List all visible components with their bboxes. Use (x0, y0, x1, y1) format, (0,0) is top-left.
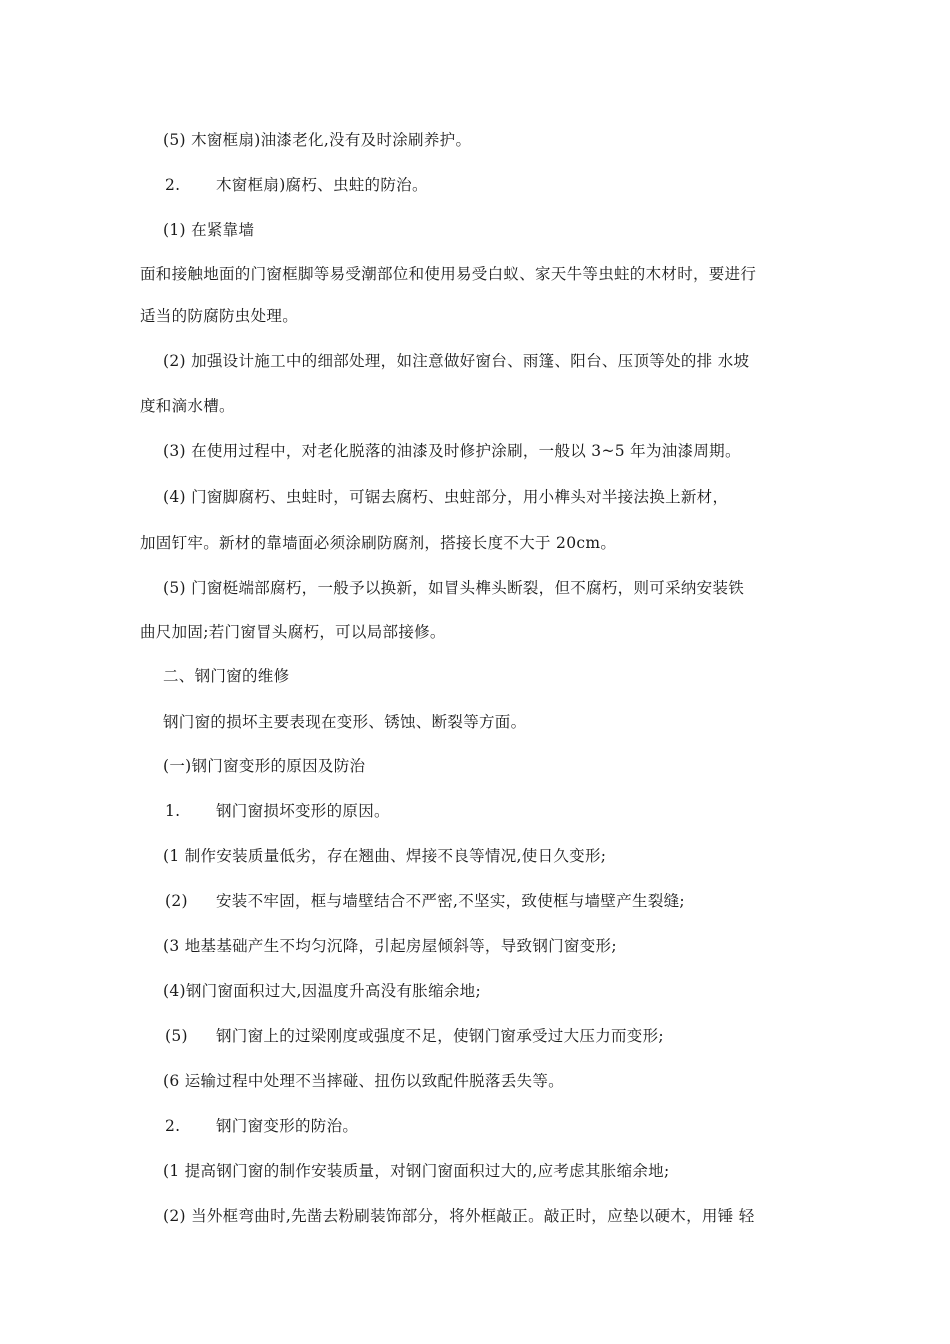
section-heading: 钢门窗变形的防治。 (216, 1117, 359, 1135)
list-item: (2) 当外框弯曲时,先凿去粉刷装饰部分，将外框敲正。敲正时，应垫以硬木，用锤 轻 (163, 1207, 755, 1225)
list-number: 2. (165, 1117, 181, 1135)
list-number: 1. (165, 802, 181, 820)
paragraph-line: (2) 加强设计施工中的细部处理，如注意做好窗台、雨篷、阳台、压顶等处的排 水坡 (163, 352, 750, 370)
list-item: (1 制作安装质量低劣，存在翘曲、焊接不良等情况,使日久变形; (163, 847, 607, 865)
paragraph-line: 适当的防腐防虫处理。 (140, 307, 299, 325)
paragraph-line: 曲尺加固;若门窗冒头腐朽，可以局部接修。 (140, 623, 446, 641)
paragraph-line: 面和接触地面的门窗框脚等易受潮部位和使用易受白蚁、家天牛等虫蛀的木材时，要进行 (140, 265, 757, 283)
paragraph-line: (5) 木窗框扇)油漆老化,没有及时涂刷养护。 (163, 131, 472, 149)
list-item: (6 运输过程中处理不当摔碰、扭伤以致配件脱落丢失等。 (163, 1072, 564, 1090)
paragraph-line: (3) 在使用过程中，对老化脱落的油漆及时修护涂刷，一般以 3~5 年为油漆周期。 (163, 442, 741, 460)
paragraph-line: 加固钉牢。新材的靠墙面必须涂刷防腐剂，搭接长度不大于 20cm。 (140, 534, 617, 552)
list-item: (1 提高钢门窗的制作安装质量，对钢门窗面积过大的,应考虑其胀缩余地; (163, 1162, 670, 1180)
list-number: 2. (165, 176, 181, 194)
paragraph-line: (5) 门窗梃端部腐朽，一般予以换新，如冒头榫头断裂，但不腐朽，则可采纳安装铁 (163, 579, 745, 597)
paragraph-line: (1) 在紧靠墙 (163, 221, 255, 239)
section-heading: 二、钢门窗的维修 (163, 667, 290, 685)
list-number: (2) (165, 892, 188, 910)
list-item: 安装不牢固，框与墙壁结合不严密,不坚实，致使框与墙壁产生裂缝; (216, 892, 685, 910)
list-item: 钢门窗上的过梁刚度或强度不足，使钢门窗承受过大压力而变形; (216, 1027, 664, 1045)
paragraph-line: 钢门窗的损坏主要表现在变形、锈蚀、断裂等方面。 (163, 713, 527, 731)
list-number: (5) (165, 1027, 188, 1045)
subsection-heading: (一)钢门窗变形的原因及防治 (163, 757, 366, 775)
section-heading: 钢门窗损坏变形的原因。 (216, 802, 390, 820)
list-item: (4)钢门窗面积过大,因温度升高没有胀缩余地; (163, 982, 482, 1000)
paragraph-line: 度和滴水槽。 (140, 397, 235, 415)
section-heading: 木窗框扇)腐朽、虫蛀的防治。 (216, 176, 428, 194)
paragraph-line: (4) 门窗脚腐朽、虫蛀时，可锯去腐朽、虫蛀部分，用小榫头对半接法换上新材， (163, 488, 729, 506)
list-item: (3 地基基础产生不均匀沉降，引起房屋倾斜等，导致钢门窗变形; (163, 937, 617, 955)
